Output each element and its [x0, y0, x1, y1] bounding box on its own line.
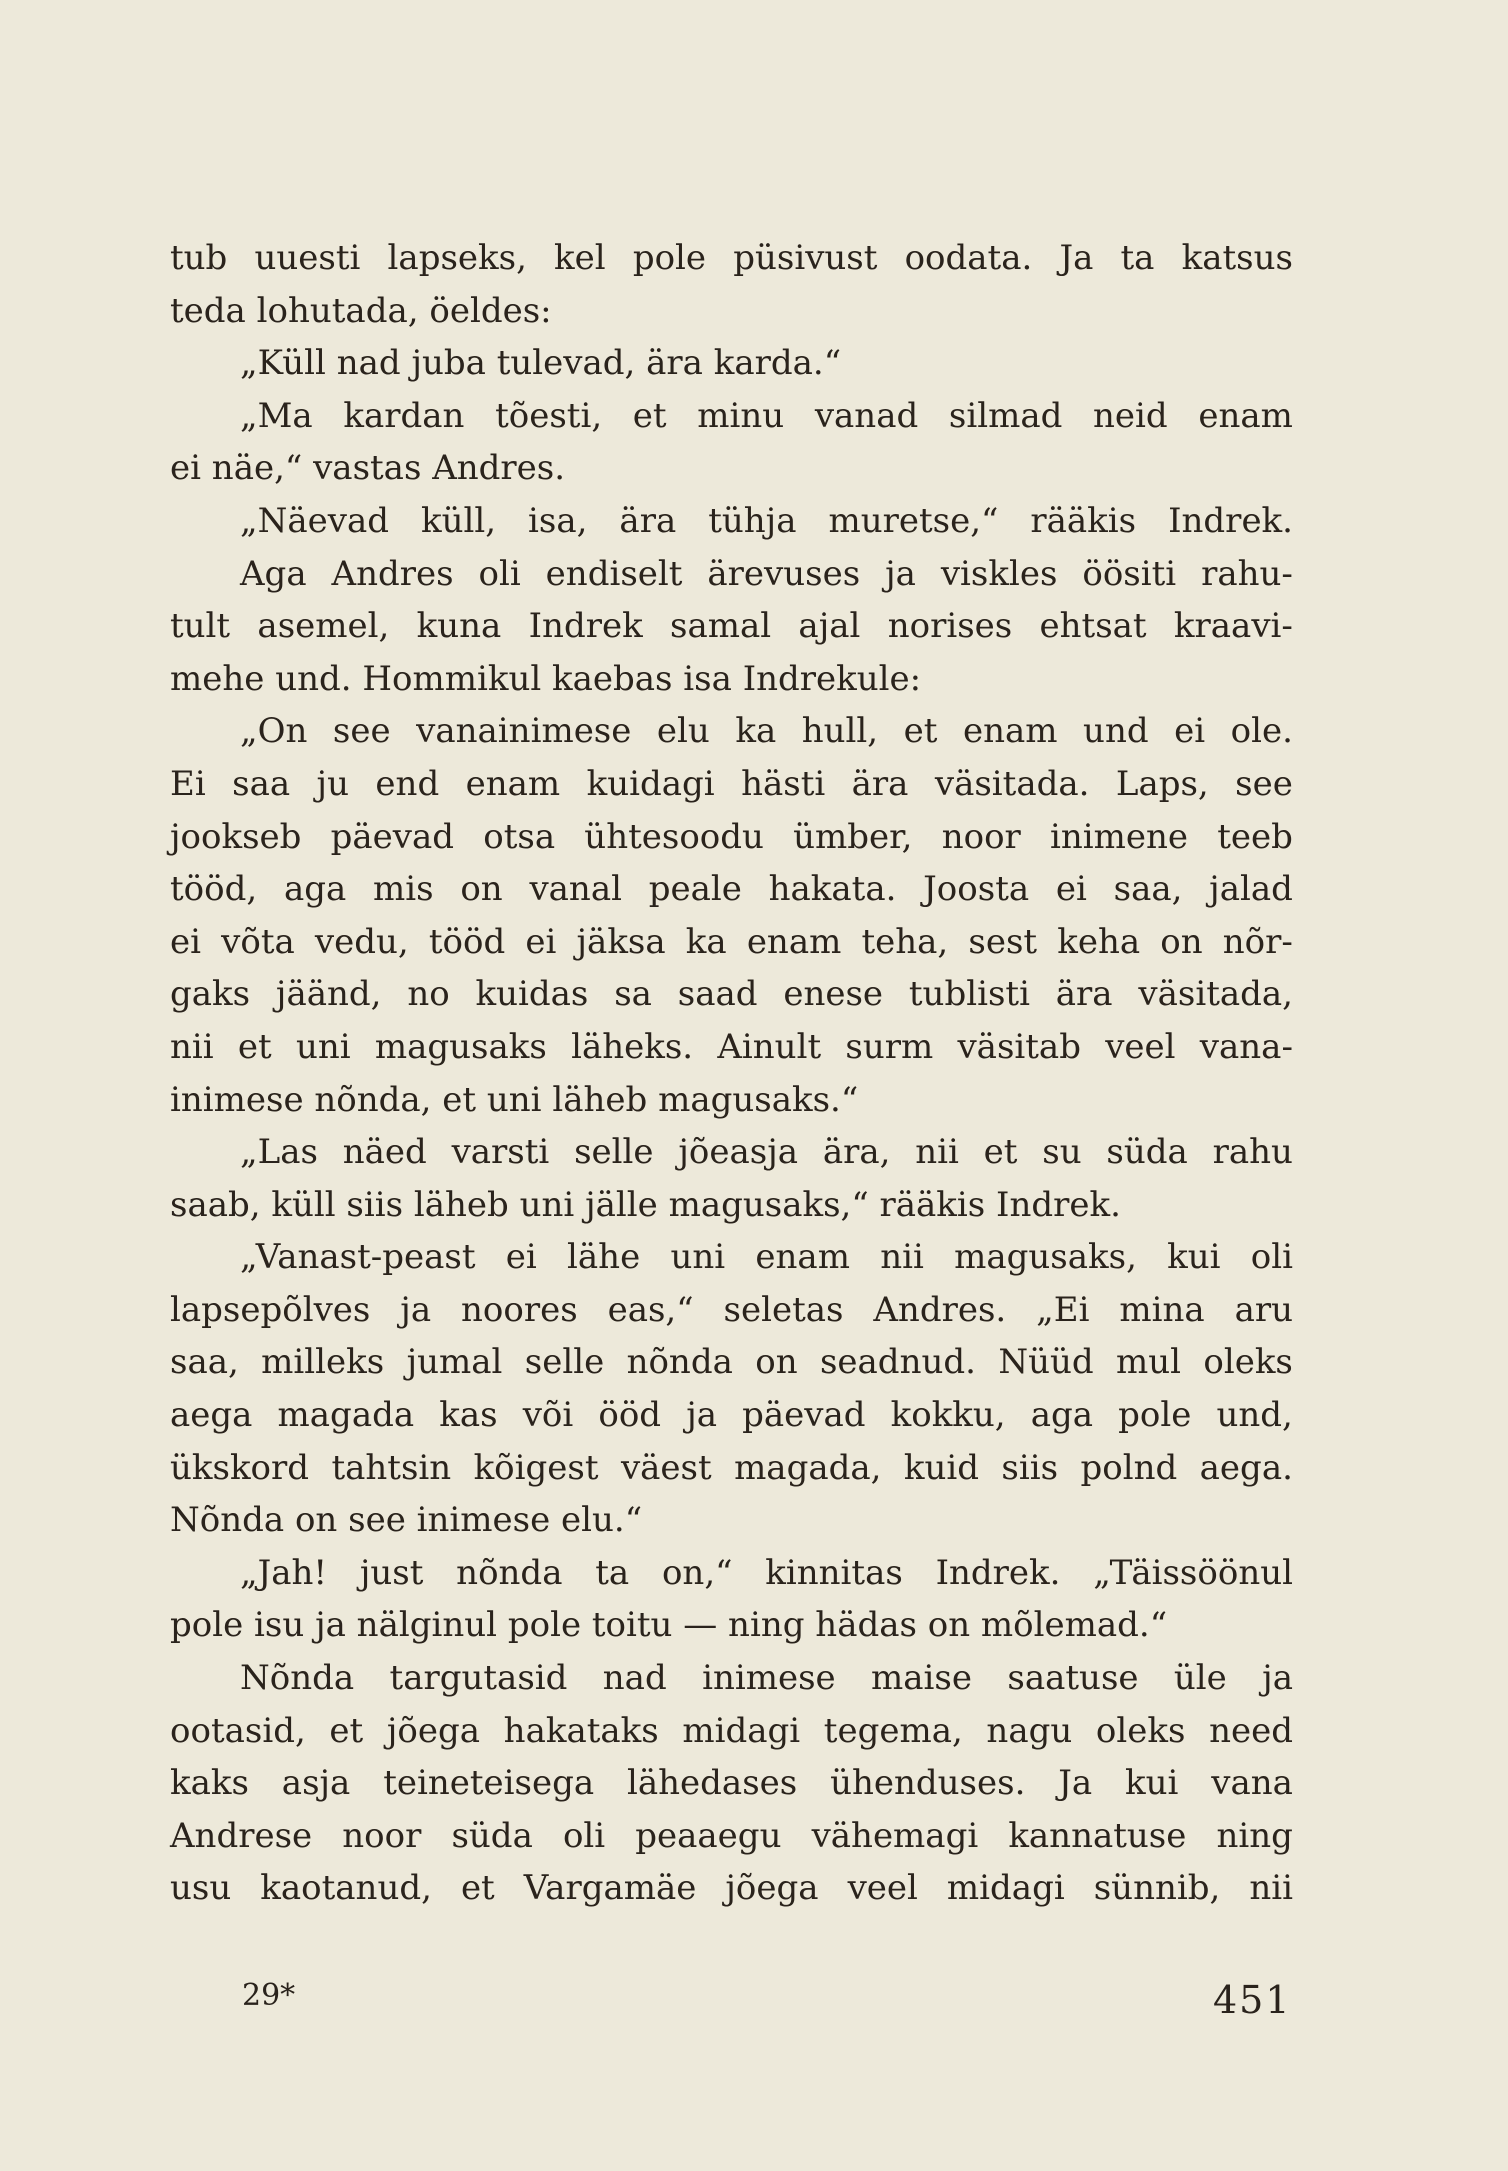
word: Ja — [1059, 238, 1094, 278]
word: nagu — [986, 1710, 1073, 1751]
word: keha — [1057, 921, 1141, 962]
word: rahu- — [1201, 553, 1293, 594]
text-line — [170, 1810, 1293, 1863]
word: enese — [783, 974, 884, 1015]
word: vedu, — [314, 921, 409, 962]
word: nii — [915, 1132, 959, 1173]
word: Andres — [331, 553, 454, 594]
word: Laps, — [1115, 763, 1209, 804]
word: tult — [170, 606, 231, 647]
text-line: pole isu ja nälginul pole toitu — ning hädas on mõlemad.“ — [170, 1605, 1168, 1646]
word: Indrek. — [1168, 500, 1293, 541]
word: enam — [755, 1237, 850, 1278]
word: ei — [1055, 869, 1087, 910]
word: noores — [461, 1289, 578, 1330]
word: „Las — [240, 1132, 318, 1173]
word: et — [983, 1132, 1018, 1173]
word: kuna — [416, 606, 502, 647]
text-line — [170, 811, 1293, 864]
word: und — [1083, 711, 1149, 752]
text-line: ei näe,“ vastas Andres. — [170, 448, 566, 489]
word: väsitab — [957, 1026, 1081, 1067]
word: kaotanud, — [260, 1868, 432, 1909]
word: süda — [1106, 1132, 1188, 1173]
word: asemel, — [257, 606, 390, 647]
word: jalad — [1209, 869, 1293, 910]
word: kuidagi — [586, 763, 715, 804]
word: et — [329, 1710, 364, 1751]
word: ole. — [1230, 711, 1293, 752]
word: kokku, — [890, 1395, 1006, 1436]
word: sa — [614, 974, 652, 1015]
word: lähedases — [627, 1763, 798, 1804]
word: jõeasja — [678, 1132, 799, 1173]
word: oli — [562, 1815, 606, 1856]
word: midagi — [946, 1868, 1065, 1909]
word: enam — [746, 921, 842, 962]
word: silmad — [948, 395, 1063, 436]
word: nõr- — [1222, 921, 1293, 962]
word: oleks — [1095, 1710, 1186, 1751]
word: peaaegu — [635, 1815, 782, 1856]
word: päevad — [742, 1395, 866, 1436]
word: päevad — [330, 816, 455, 857]
word: ööd — [598, 1395, 662, 1436]
word: rahu — [1212, 1132, 1293, 1173]
word: ärevuses — [707, 553, 861, 594]
word: ajal — [798, 606, 861, 647]
word: lapseks, — [387, 238, 527, 278]
word: on,“ — [661, 1552, 733, 1593]
word: „Vanast-peast — [240, 1237, 476, 1278]
word: nad — [602, 1658, 667, 1699]
word: su — [1042, 1132, 1082, 1173]
word: jumal — [406, 1342, 503, 1383]
word: kaks — [170, 1763, 249, 1804]
word: süda — [451, 1815, 533, 1856]
word: katsus — [1181, 238, 1293, 278]
word: Indrek — [528, 606, 643, 647]
word: siis — [1001, 1447, 1059, 1488]
word: Andres. — [873, 1289, 1007, 1330]
word: muretse,“ — [828, 500, 999, 541]
word: aru — [1234, 1289, 1293, 1330]
word: polnd — [1080, 1447, 1178, 1488]
text-line — [170, 232, 1293, 285]
word: vähemagi — [811, 1815, 979, 1856]
word: „On — [240, 711, 308, 752]
word: enam — [1198, 395, 1293, 436]
word: või — [522, 1395, 574, 1436]
word: kui — [1125, 1763, 1179, 1804]
word: ei — [525, 921, 557, 962]
word: hästi — [741, 763, 826, 804]
word: inimese — [702, 1658, 836, 1699]
word: „Ma — [240, 395, 313, 436]
word: selle — [524, 1342, 605, 1383]
text-line — [170, 916, 1293, 969]
word: eas,“ — [607, 1289, 694, 1330]
word: vanainimese — [416, 711, 632, 752]
word: veel — [1105, 1026, 1176, 1067]
word: ükskord — [170, 1447, 310, 1488]
word: ära — [851, 763, 909, 804]
word: ta — [595, 1552, 630, 1593]
body-text — [170, 232, 1293, 1915]
word: oli — [478, 553, 521, 594]
word: vanad — [814, 395, 919, 436]
word: isa, — [528, 500, 588, 541]
word: jõega — [386, 1710, 481, 1751]
word: Ei — [170, 763, 206, 804]
text-line — [170, 1389, 1293, 1442]
text-line — [170, 1547, 1293, 1600]
word: mina — [1119, 1289, 1205, 1330]
text-line — [170, 495, 1293, 548]
word: vana — [1211, 1763, 1293, 1804]
word: tahtsin — [331, 1447, 452, 1488]
word: tööd — [428, 921, 506, 962]
word: et — [632, 395, 667, 436]
word: uni — [670, 1237, 726, 1278]
word: Ainult — [717, 1026, 822, 1067]
word: ümber, — [793, 816, 913, 857]
word: läheks. — [571, 1026, 694, 1067]
text-line: teda lohutada, öeldes: — [170, 290, 552, 331]
text-line — [170, 1862, 1293, 1915]
word: mis — [373, 869, 434, 910]
word: see — [1235, 763, 1293, 804]
word: magusaks — [374, 1026, 547, 1067]
word: no — [407, 974, 450, 1015]
word: teineteisega — [383, 1763, 595, 1804]
word: teeb — [1217, 816, 1293, 857]
word: jõega — [725, 1868, 819, 1909]
word: ehtsat — [1039, 606, 1147, 647]
word: uni — [295, 1026, 351, 1067]
word: tühja — [708, 500, 797, 541]
text-line: saab, küll siis läheb uni jälle magusaks,“ rääkis Indrek. — [170, 1184, 1121, 1225]
word: öösiti — [1082, 553, 1177, 594]
word: on — [755, 1342, 798, 1383]
word: oleks — [1203, 1342, 1293, 1383]
word: „Ei — [1036, 1289, 1090, 1330]
word: tööd, — [170, 869, 258, 910]
word: kardan — [343, 395, 465, 436]
word: hakata. — [768, 869, 897, 910]
word: milleks — [261, 1342, 385, 1383]
word: minu — [697, 395, 785, 436]
word: hull, — [801, 711, 879, 752]
word: nõnda — [456, 1552, 563, 1593]
word: kui — [1167, 1237, 1221, 1278]
word: oli — [1250, 1237, 1293, 1278]
word: inimene — [1050, 816, 1189, 857]
word: hakataks — [503, 1710, 659, 1751]
word: ei — [1174, 711, 1206, 752]
word: ja — [686, 1395, 717, 1436]
text-line — [170, 705, 1293, 758]
word: ja — [1262, 1658, 1293, 1699]
word: kuid — [903, 1447, 979, 1488]
word: võta — [221, 921, 295, 962]
word: otsa — [483, 816, 556, 857]
word: need — [1209, 1710, 1293, 1751]
word: Indrek. — [935, 1552, 1061, 1593]
word: Nõnda — [240, 1658, 355, 1699]
word: et — [460, 1868, 495, 1909]
word: nõnda — [626, 1342, 733, 1383]
word: ei — [505, 1237, 537, 1278]
word: üle — [1173, 1658, 1227, 1699]
word: oodata. — [904, 238, 1033, 278]
word: Nüüd — [998, 1342, 1094, 1383]
word: näed — [342, 1132, 427, 1173]
text-line — [170, 1126, 1293, 1179]
word: aga — [283, 869, 347, 910]
signature-mark: 29* — [242, 1978, 296, 2013]
word: nii — [1249, 1868, 1293, 1909]
word: seadnud. — [819, 1342, 976, 1383]
word: jäksa — [576, 921, 666, 962]
word: aega. — [1199, 1447, 1293, 1488]
text-line: mehe und. Hommikul kaebas isa Indrekule: — [170, 658, 922, 699]
text-line — [170, 600, 1293, 653]
word: ning — [1216, 1815, 1293, 1856]
text-line — [170, 863, 1293, 916]
word: et — [237, 1026, 272, 1067]
text-line — [170, 1231, 1293, 1284]
word: ootasid, — [170, 1710, 306, 1751]
word: vana- — [1199, 1026, 1293, 1067]
word: neid — [1093, 395, 1168, 436]
word: ära, — [822, 1132, 891, 1173]
word: lähe — [567, 1237, 641, 1278]
word: „Jah! — [240, 1552, 328, 1593]
word: samal — [670, 606, 772, 647]
word: und, — [1216, 1395, 1293, 1436]
word: peale — [648, 869, 742, 910]
text-line: inimese nõnda, et uni läheb magusaks.“ — [170, 1079, 859, 1120]
word: „Näevad — [240, 500, 389, 541]
word: „Täissöönul — [1093, 1552, 1293, 1593]
word: Vargamäe — [523, 1868, 697, 1909]
text-line: Nõnda on see inimese elu.“ — [170, 1500, 643, 1541]
word: püsivust — [733, 238, 878, 278]
word: Andrese — [170, 1815, 313, 1856]
word: saad — [677, 974, 758, 1015]
word: rääkis — [1030, 500, 1137, 541]
word: saa, — [1113, 869, 1183, 910]
word: surm — [845, 1026, 934, 1067]
word: väsitada. — [934, 763, 1090, 804]
word: saatuse — [1007, 1658, 1139, 1699]
word: usu — [170, 1868, 232, 1909]
word: Aga — [240, 553, 307, 594]
word: ära — [619, 500, 677, 541]
text-line — [170, 1021, 1293, 1074]
word: küll, — [420, 500, 497, 541]
word: tõesti, — [495, 395, 603, 436]
word: väest — [620, 1447, 712, 1488]
word: ei — [170, 921, 201, 962]
word: kuidas — [475, 974, 589, 1015]
word: tegema, — [823, 1710, 963, 1751]
word: ju — [316, 763, 349, 804]
word: lapsepõlves — [170, 1289, 371, 1330]
word: jäänd, — [275, 974, 382, 1015]
word: asja — [281, 1763, 351, 1804]
text-line — [170, 548, 1293, 601]
word: kõigest — [473, 1447, 599, 1488]
word: end — [375, 763, 440, 804]
text-line — [170, 1442, 1293, 1495]
word: midagi — [682, 1710, 801, 1751]
word: gaks — [170, 974, 251, 1015]
word: pole — [632, 238, 707, 278]
text-line — [170, 1284, 1293, 1337]
word: noor — [342, 1815, 422, 1856]
word: just — [359, 1552, 424, 1593]
word: tublisti — [908, 974, 1030, 1015]
word: magada — [277, 1395, 415, 1436]
word: väsitada, — [1138, 974, 1293, 1015]
word: endiselt — [545, 553, 683, 594]
word: magada, — [734, 1447, 882, 1488]
text-line — [170, 1757, 1293, 1810]
word: teha, — [861, 921, 949, 962]
word: veel — [847, 1868, 918, 1909]
word: viskles — [940, 553, 1058, 594]
word: kraavi- — [1173, 606, 1293, 647]
text-line — [170, 1336, 1293, 1389]
word: ka — [735, 711, 777, 752]
text-line — [170, 758, 1293, 811]
word: on — [460, 869, 503, 910]
page-footer — [0, 1978, 1508, 2038]
word: ära — [1055, 974, 1113, 1015]
word: ka — [685, 921, 727, 962]
word: uuesti — [254, 238, 361, 278]
word: sünnib, — [1093, 1868, 1221, 1909]
word: mul — [1115, 1342, 1181, 1383]
word: sest — [968, 921, 1038, 962]
text-line — [170, 1652, 1293, 1705]
word: Ja — [1058, 1763, 1093, 1804]
word: on — [1160, 921, 1203, 962]
word: norises — [887, 606, 1013, 647]
word: ühtesoodu — [584, 816, 764, 857]
word: nii — [170, 1026, 214, 1067]
word: nii — [880, 1237, 924, 1278]
word: noor — [941, 816, 1021, 857]
word: ühenduses. — [830, 1763, 1026, 1804]
word: selle — [574, 1132, 654, 1173]
word: maise — [871, 1658, 973, 1699]
word: enam — [962, 711, 1058, 752]
word: ja — [400, 1289, 432, 1330]
word: seletas — [723, 1289, 844, 1330]
word: pole — [1118, 1395, 1192, 1436]
word: kel — [554, 238, 606, 278]
word: elu — [656, 711, 710, 752]
text-line: „Küll nad juba tulevad, ära karda.“ — [240, 343, 842, 384]
word: saa, — [170, 1342, 239, 1383]
text-line — [170, 390, 1293, 443]
word: aega — [170, 1395, 253, 1436]
word: saa — [232, 763, 291, 804]
word: ta — [1120, 238, 1155, 278]
word: magusaks, — [954, 1237, 1137, 1278]
word: Joosta — [923, 869, 1030, 910]
word: tub — [170, 238, 228, 278]
word: varsti — [451, 1132, 550, 1173]
word: targutasid — [389, 1658, 568, 1699]
word: vanal — [529, 869, 622, 910]
word: ja — [885, 553, 916, 594]
text-line — [170, 968, 1293, 1021]
word: kannatuse — [1008, 1815, 1187, 1856]
word: et — [903, 711, 938, 752]
word: jookseb — [170, 816, 302, 857]
page-number: 451 — [1213, 1978, 1292, 2022]
word: see — [332, 711, 391, 752]
word: kinnitas — [765, 1552, 903, 1593]
word: aga — [1030, 1395, 1094, 1436]
word: enam — [465, 763, 561, 804]
text-line — [170, 1705, 1293, 1758]
word: kas — [439, 1395, 498, 1436]
